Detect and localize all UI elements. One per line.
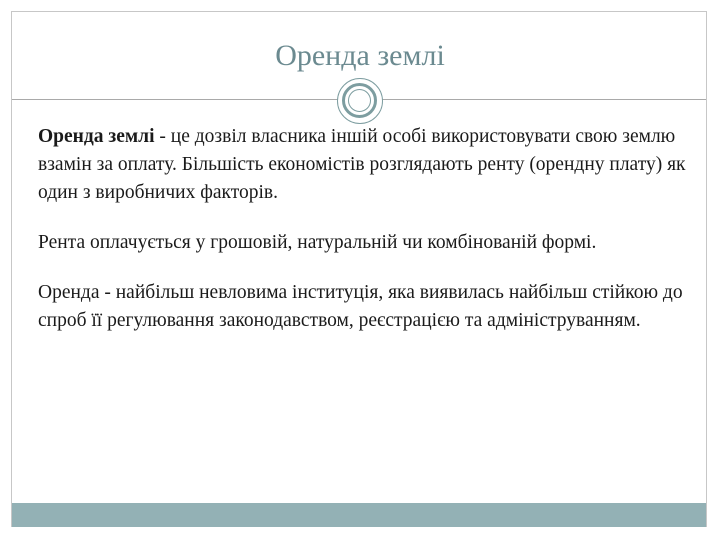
definition-text: - це дозвіл власника іншій особі використовувати свою землю взамін за оплату. Більшість економістів розглядають ренту (орендну плату) як один з виробничих факторів. — [38, 126, 686, 203]
slide-title: Оренда землі — [275, 39, 445, 72]
ornament-core — [348, 89, 371, 112]
paragraph-rent-forms: Рента оплачується у грошовій, натуральній чи комбінованій формі. — [38, 232, 597, 253]
slide-body — [38, 123, 698, 357]
concentric-circle-ornament-icon — [337, 78, 383, 124]
paragraph-institution: Оренда - найбільш невловима інституція, яка виявилась найбільш стійкою до спроб її регулювання законодавством, реєстрацією та адмініструванням. — [38, 282, 683, 331]
footer-accent-bar — [12, 503, 706, 527]
ornament-ring — [342, 83, 377, 118]
term-highlight: Оренда землі — [38, 126, 155, 147]
paragraph-definition — [38, 123, 698, 207]
